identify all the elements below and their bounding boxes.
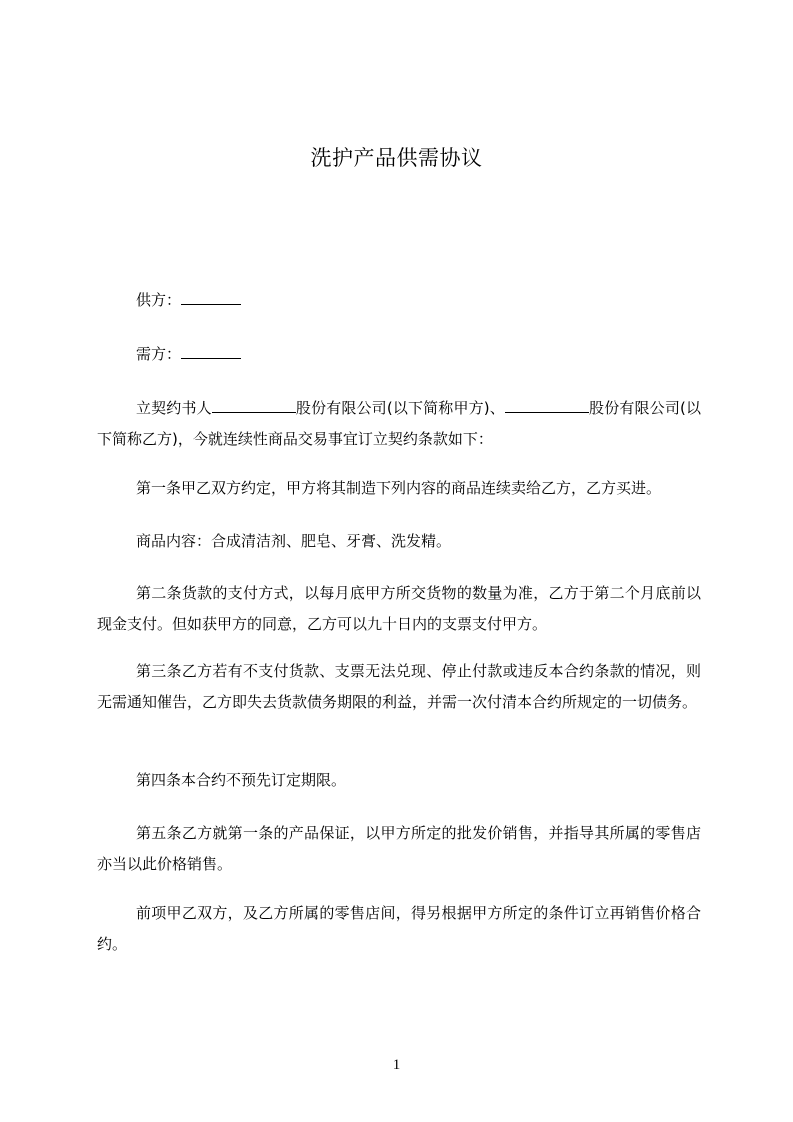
supplier-label: 供方： (136, 291, 182, 309)
product-contents: 商品内容：合成清洁剂、肥皂、牙膏、洗发精。 (136, 532, 452, 550)
party-b-blank (505, 395, 589, 413)
clause-2: 第二条货款的支付方式，以每月底甲方所交货物的数量为准，乙方于第二个月底前以现金支付。但如获甲方的同意，乙方可以九十日内的支票支付甲方。 (97, 584, 701, 633)
supplier-line (97, 285, 701, 316)
party-a-blank (212, 395, 296, 413)
document-title: 洗护产品供需协议 (310, 146, 483, 170)
intro-paragraph (97, 393, 701, 455)
clause-1: 第一条甲乙双方约定，甲方将其制造下列内容的商品连续卖给乙方，乙方买进。 (136, 479, 662, 497)
supplier-blank (181, 287, 241, 305)
buyer-blank (181, 341, 241, 359)
buyer-label: 需方： (136, 345, 182, 363)
page-number: 1 (392, 1057, 401, 1073)
clause-4: 第四条本合约不预先订定期限。 (136, 771, 347, 789)
buyer-line (97, 339, 701, 370)
clause-5-supplement: 前项甲乙双方，及乙方所属的零售店间，得另根据甲方所定的条件订立再销售价格合约。 (97, 904, 701, 953)
intro-part-2: 股份有限公司(以下简称甲方)、 (295, 399, 505, 417)
intro-part-3: 股份有限公司(以下简称乙方)，今就连续性商品交易事宜订立契约条款如下： (97, 399, 701, 448)
clause-3: 第三条乙方若有不支付货款、支票无法兑现、停止付款或违反本合约条款的情况，则无需通知催告，乙方即失去货款债务期限的利益，并需一次付清本合约所规定的一切债务。 (97, 662, 701, 711)
intro-part-1: 立契约书人 (136, 399, 212, 417)
clause-5: 第五条乙方就第一条的产品保证，以甲方所定的批发价销售，并指导其所属的零售店亦当以此价格销售。 (97, 824, 701, 873)
